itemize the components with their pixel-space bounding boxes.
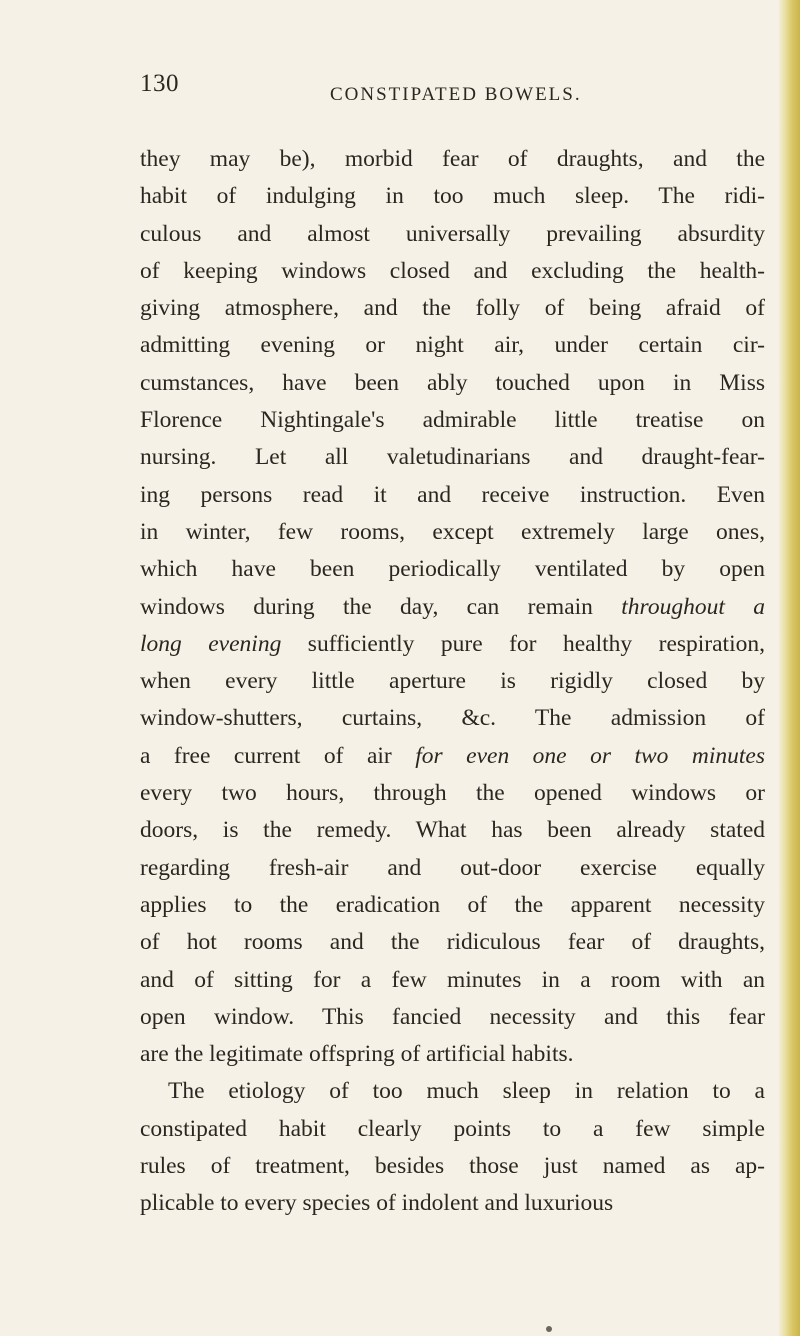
text-segment: regarding fresh-air and out-door exercise equally xyxy=(140,854,765,881)
text-segment: windows during the day, can remain xyxy=(140,593,622,620)
text-segment: doors, is the remedy. What has been already stated xyxy=(140,817,765,844)
text-segment: cumstances, have been ably touched upon in Miss xyxy=(140,369,765,396)
text-line xyxy=(140,1111,765,1148)
text-line xyxy=(140,365,765,402)
body-text xyxy=(140,141,765,1223)
text-line xyxy=(140,775,765,812)
text-line xyxy=(140,439,765,476)
text-segment: a free current of air xyxy=(140,742,416,769)
text-line xyxy=(140,551,765,588)
text-line xyxy=(140,812,765,849)
text-segment: The etiology of too much sleep in relation to a xyxy=(168,1078,765,1105)
text-line xyxy=(140,850,765,887)
text-segment: Florence Nightingale's admirable little treatise on xyxy=(140,407,765,434)
text-segment: when every little aperture is rigidly closed by xyxy=(140,668,765,695)
text-line xyxy=(140,887,765,924)
text-segment: applies to the eradication of the apparent necessity xyxy=(140,891,765,918)
text-line xyxy=(140,589,765,626)
text-line xyxy=(140,141,765,178)
ink-speck xyxy=(546,1326,552,1332)
page-header xyxy=(140,70,780,110)
page-number: 130 xyxy=(140,70,179,97)
text-segment: open window. This fancied necessity and this fear xyxy=(140,1003,765,1030)
text-line xyxy=(140,253,765,290)
text-segment: of keeping windows closed and excluding the health- xyxy=(140,257,765,284)
italic-text: long evening xyxy=(140,630,282,657)
text-segment: giving atmosphere, and the folly of being afraid of xyxy=(140,295,765,322)
text-segment: ing persons read it and receive instruction. Even xyxy=(140,481,765,508)
text-line xyxy=(140,663,765,700)
text-segment: in winter, few rooms, except extremely large ones, xyxy=(140,518,765,545)
text-segment: window-shutters, curtains, &c. The admission of xyxy=(140,705,765,732)
text-line xyxy=(140,1148,765,1185)
text-line xyxy=(140,924,765,961)
text-line xyxy=(140,178,765,215)
italic-text: for even one or two minutes xyxy=(415,742,765,769)
text-segment: nursing. Let all valetudinarians and draught-fear- xyxy=(140,444,765,471)
text-segment: admitting evening or night air, under certain cir- xyxy=(140,332,765,359)
text-segment: habit of indulging in too much sleep. The ridi- xyxy=(140,183,765,210)
text-line xyxy=(140,514,765,551)
text-line xyxy=(140,327,765,364)
text-line xyxy=(140,962,765,999)
text-line xyxy=(140,1073,765,1110)
text-segment: rules of treatment, besides those just named as ap- xyxy=(140,1153,765,1180)
text-segment: are the legitimate offspring of artificial habits. xyxy=(140,1041,574,1068)
text-line xyxy=(140,477,765,514)
text-segment: culous and almost universally prevailing absurdity xyxy=(140,220,765,247)
text-segment: they may be), morbid fear of draughts, and the xyxy=(140,146,765,172)
text-segment: sufficiently pure for healthy respiration, xyxy=(281,630,765,657)
text-segment: of hot rooms and the ridiculous fear of draughts, xyxy=(140,929,765,956)
page-edge xyxy=(778,0,800,1336)
text-segment: every two hours, through the opened windows or xyxy=(140,780,765,807)
running-head: CONSTIPATED BOWELS. xyxy=(330,84,582,105)
text-segment: plicable to every species of indolent and luxurious xyxy=(140,1190,614,1217)
text-line xyxy=(140,626,765,663)
text-line xyxy=(140,700,765,737)
text-segment: which have been periodically ventilated by open xyxy=(140,556,765,583)
text-line xyxy=(140,738,765,775)
text-line xyxy=(140,1185,765,1222)
text-line xyxy=(140,290,765,327)
text-segment: and of sitting for a few minutes in a room with an xyxy=(140,966,765,993)
text-segment: constipated habit clearly points to a few simple xyxy=(140,1115,765,1142)
text-line xyxy=(140,1036,765,1073)
text-line xyxy=(140,216,765,253)
italic-text: throughout a xyxy=(621,593,765,620)
text-line xyxy=(140,402,765,439)
text-line xyxy=(140,999,765,1036)
